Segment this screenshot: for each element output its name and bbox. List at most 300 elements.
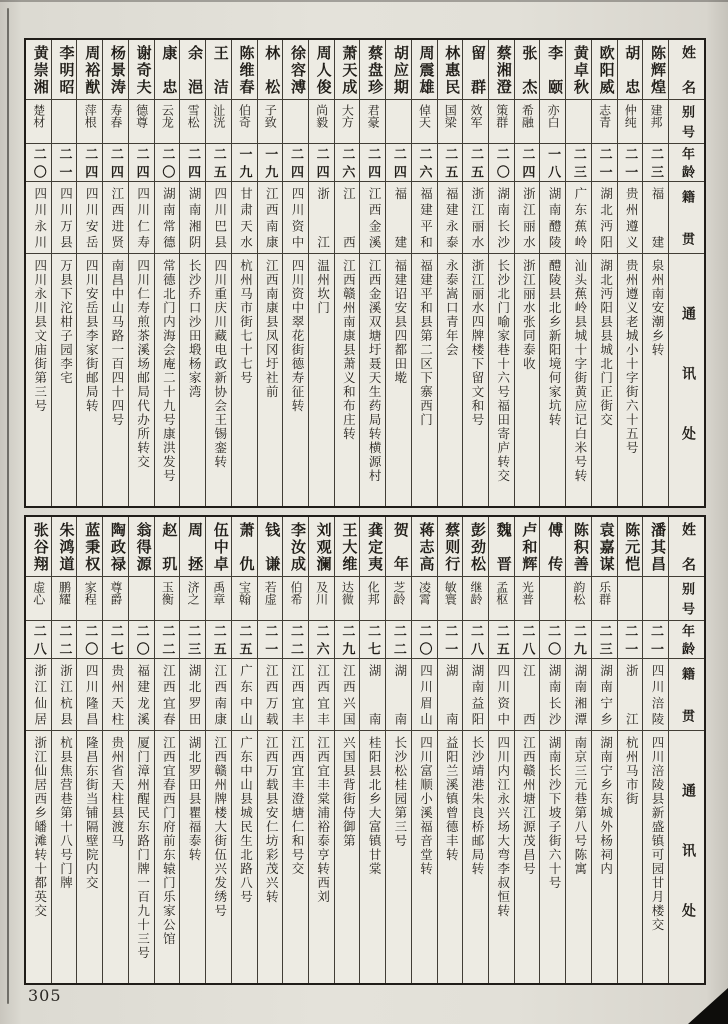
- person-native: 福建龙溪: [129, 659, 154, 731]
- person-alias: [386, 100, 411, 144]
- person-address: 江西赣州牌楼大街伍兴发绣号: [212, 736, 227, 918]
- person-column: [565, 517, 591, 983]
- person-column: [205, 517, 231, 983]
- person-address: 厦门漳州醒民东路门牌一百九十三号: [135, 736, 150, 960]
- person-age: 二一: [438, 621, 463, 659]
- scan-edge-artifact-top: [0, 0, 728, 2]
- roster-table-top: [24, 38, 706, 508]
- person-alias: 国梁: [438, 100, 463, 144]
- person-name: 周震雄: [412, 40, 437, 100]
- person-age: 二一: [643, 621, 668, 659]
- person-column: [231, 517, 257, 983]
- person-address: 长沙北门喻家巷十六号福田寄庐转交: [495, 259, 510, 483]
- person-column: [308, 517, 334, 983]
- person-address: 醴陵县北乡新阳境何家坑转: [547, 259, 562, 427]
- person-alias: 尚毅: [309, 100, 334, 144]
- person-column: [51, 40, 77, 506]
- person-column: [591, 40, 617, 506]
- person-address: 江西宜丰澄塘仁和号交: [289, 736, 304, 876]
- person-native: 湖南益阳: [463, 659, 488, 731]
- person-alias: 尊爵: [103, 577, 128, 621]
- person-column: [642, 40, 668, 506]
- person-address: 南京三元巷第八号陈寓: [572, 736, 587, 876]
- person-alias: 策群: [489, 100, 514, 144]
- person-alias: 乐群: [592, 577, 617, 621]
- person-name: 龚定夷: [360, 517, 385, 577]
- person-age: 二五: [206, 144, 231, 182]
- person-native: 四川资中: [489, 659, 514, 731]
- person-age: 二四: [283, 144, 308, 182]
- person-column: [385, 517, 411, 983]
- person-age: 二七: [360, 621, 385, 659]
- person-name: 钱谦: [258, 517, 283, 577]
- person-native: 四川安岳: [77, 182, 102, 254]
- person-age: 二二: [386, 621, 411, 659]
- person-native: 湖南醴陵: [540, 182, 565, 254]
- person-age: 二八: [463, 621, 488, 659]
- person-address: 贵州遵义老城小十字街六十五号: [624, 259, 639, 455]
- person-native: 湖南: [438, 659, 463, 731]
- person-address: 杭州马市街七十七号: [238, 259, 253, 385]
- person-column: [617, 517, 643, 983]
- person-age: 二一: [52, 144, 77, 182]
- person-name: 陈维春: [232, 40, 257, 100]
- person-native: 四川万县: [52, 182, 77, 254]
- person-alias: 伯奇: [232, 100, 257, 144]
- person-name: 林惠民: [438, 40, 463, 100]
- person-name: 徐容溥: [283, 40, 308, 100]
- person-name: 谢奇夫: [129, 40, 154, 100]
- person-address: 南昌中山马路一百四十四号: [109, 259, 124, 427]
- person-native: 浙江: [309, 182, 334, 254]
- person-name: 陈积善: [566, 517, 591, 577]
- person-age: 二四: [309, 144, 334, 182]
- person-address: 兴国县背街侍御第: [341, 736, 356, 848]
- person-age: 二一: [258, 621, 283, 659]
- person-name: 陶政禄: [103, 517, 128, 577]
- person-age: 二四: [386, 144, 411, 182]
- person-column: [514, 517, 540, 983]
- person-column: [308, 40, 334, 506]
- person-native: 福建: [643, 182, 668, 254]
- person-age: 二四: [180, 144, 205, 182]
- person-address: 福建平和县第二区下寨西门: [418, 259, 433, 427]
- person-address: 江西南康县凤冈圩社前: [264, 259, 279, 399]
- person-name: 袁嘉谋: [592, 517, 617, 577]
- person-alias: 倬天: [412, 100, 437, 144]
- person-address: 湖北罗田县瞿福泰转: [187, 736, 202, 862]
- person-alias: 仲纯: [618, 100, 643, 144]
- person-age: 二八: [515, 621, 540, 659]
- person-alias: 子致: [258, 100, 283, 144]
- person-name: 李颐: [540, 40, 565, 100]
- person-native: 湖南长沙: [489, 182, 514, 254]
- person-address: 湖北沔阳县县城北门正街交: [598, 259, 613, 427]
- person-column: [437, 517, 463, 983]
- person-address: 长沙松桂园第三号: [392, 736, 407, 848]
- person-native: 四川涪陵: [643, 659, 668, 731]
- person-age: 二六: [412, 144, 437, 182]
- person-alias: 化邦: [360, 577, 385, 621]
- person-address: 江西万载县安仁坊彩茂兴转: [264, 736, 279, 904]
- person-column: [282, 40, 308, 506]
- person-alias: 云龙: [155, 100, 180, 144]
- person-address: 浙江丽水张同泰收: [521, 259, 536, 371]
- person-name: 伍中卓: [206, 517, 231, 577]
- person-age: 二九: [566, 621, 591, 659]
- person-alias: 凌霄: [412, 577, 437, 621]
- person-native: 湖北罗田: [180, 659, 205, 731]
- person-alias: 继龄: [463, 577, 488, 621]
- person-column: [411, 517, 437, 983]
- person-column: [179, 517, 205, 983]
- person-native: 四川巴县: [206, 182, 231, 254]
- person-address: 江西赣州塘江源茂昌号: [521, 736, 536, 876]
- person-alias: 家程: [77, 577, 102, 621]
- person-native: 甘肃天水: [232, 182, 257, 254]
- person-name: 卢和辉: [515, 517, 540, 577]
- person-age: 二〇: [129, 621, 154, 659]
- person-name: 赵玑: [155, 517, 180, 577]
- person-alias: [540, 577, 565, 621]
- person-column: [462, 40, 488, 506]
- person-address: 四川仁寿煎茶溪场邮局代办所转交: [135, 259, 150, 469]
- person-address: 益阳兰溪镇曾德丰转: [444, 736, 459, 862]
- header-alias-label: 别号: [669, 577, 704, 621]
- scan-edge-artifact-left: [7, 8, 9, 1004]
- person-address: 杭县焦营巷第十八号门牌: [58, 736, 73, 890]
- person-native: 四川资中: [283, 182, 308, 254]
- person-alias: 济之: [180, 577, 205, 621]
- person-column: [76, 517, 102, 983]
- person-name: 贺年: [386, 517, 411, 577]
- person-native: 广东中山: [232, 659, 257, 731]
- person-column: [179, 40, 205, 506]
- person-column: [102, 40, 128, 506]
- person-address: 温州坎门: [315, 259, 330, 315]
- person-name: 黄崇湘: [26, 40, 51, 100]
- person-native: 江西宜春: [155, 659, 180, 731]
- person-name: 陈辉煌: [643, 40, 668, 100]
- person-age: 二三: [592, 621, 617, 659]
- person-name: 王洁: [206, 40, 231, 100]
- person-name: 李明昭: [52, 40, 77, 100]
- person-age: 二〇: [26, 144, 51, 182]
- person-name: 黄卓秋: [566, 40, 591, 100]
- person-age: 二五: [463, 144, 488, 182]
- person-column: [257, 40, 283, 506]
- person-native: 江西万载: [258, 659, 283, 731]
- person-column: [385, 40, 411, 506]
- person-name: 康忠: [155, 40, 180, 100]
- person-name: 蓝秉权: [77, 517, 102, 577]
- person-name: 彭劲松: [463, 517, 488, 577]
- person-age: 二三: [566, 144, 591, 182]
- person-native: 四川仁寿: [129, 182, 154, 254]
- person-age: 二〇: [489, 144, 514, 182]
- person-native: 江西金溪: [360, 182, 385, 254]
- person-alias: [129, 577, 154, 621]
- person-native: 湖北沔阳: [592, 182, 617, 254]
- person-address: 四川永川县文庙街第三号: [32, 259, 47, 413]
- person-name: 周裕猷: [77, 40, 102, 100]
- person-alias: 若虚: [258, 577, 283, 621]
- person-alias: [566, 100, 591, 144]
- person-age: 二二: [283, 621, 308, 659]
- person-address: 汕头蕉岭县城十字街黄应记白米号转: [572, 259, 587, 483]
- person-native: 江西宜丰: [283, 659, 308, 731]
- person-alias: 志青: [592, 100, 617, 144]
- header-native-label: 籍贯: [669, 659, 704, 731]
- person-column: [488, 517, 514, 983]
- person-age: 二五: [206, 621, 231, 659]
- person-alias: 德尊: [129, 100, 154, 144]
- person-age: 二〇: [155, 144, 180, 182]
- person-alias: 寿春: [103, 100, 128, 144]
- person-address: 四川涪陵县新盛镇可园甘月楼交: [650, 736, 664, 932]
- person-address: 长沙靖港朱良桥邮局转: [469, 736, 484, 876]
- person-column: [514, 40, 540, 506]
- person-alias: 效军: [463, 100, 488, 144]
- person-age: 二五: [232, 621, 257, 659]
- person-name: 李汝成: [283, 517, 308, 577]
- person-name: 周人俊: [309, 40, 334, 100]
- person-age: 一八: [540, 144, 565, 182]
- person-age: 二一: [618, 621, 643, 659]
- person-name: 杨景涛: [103, 40, 128, 100]
- person-column: [539, 517, 565, 983]
- person-name: 蔡则行: [438, 517, 463, 577]
- header-address-label: 通讯处: [680, 783, 695, 917]
- person-native: 湖南湘潭: [566, 659, 591, 731]
- person-native: 福建平和: [412, 182, 437, 254]
- person-age: 二二: [52, 621, 77, 659]
- person-address: 江西赣州南康县萧义和布庄转: [341, 259, 356, 441]
- person-alias: 亦白: [540, 100, 565, 144]
- person-address: 广东中山县城民生北路八号: [238, 736, 253, 904]
- person-alias: 达微: [335, 577, 360, 621]
- person-age: 二三: [643, 144, 668, 182]
- person-alias: 希融: [515, 100, 540, 144]
- person-native: 福建永泰: [438, 182, 463, 254]
- person-column: [488, 40, 514, 506]
- person-column: [334, 40, 360, 506]
- person-native: 湖南宁乡: [592, 659, 617, 731]
- person-name: 蔡湘澄: [489, 40, 514, 100]
- person-address: 桂阳县北乡大富镇甘棠: [367, 736, 382, 876]
- person-address: 湖南宁乡东城外杨祠内: [598, 736, 613, 876]
- person-name: 潘其昌: [643, 517, 668, 577]
- person-name: 萧天成: [335, 40, 360, 100]
- person-age: 二五: [438, 144, 463, 182]
- header-address-label: 通讯处: [680, 306, 695, 440]
- person-native: 浙江丽水: [515, 182, 540, 254]
- person-name: 魏晋: [489, 517, 514, 577]
- person-name: 胡应期: [386, 40, 411, 100]
- person-address: 万县下沱柑子园李宅: [58, 259, 73, 385]
- person-alias: 君豪: [360, 100, 385, 144]
- person-alias: [618, 577, 643, 621]
- header-age-label: 年龄: [669, 144, 704, 182]
- person-name: 张谷翔: [26, 517, 51, 577]
- person-column: [26, 40, 51, 506]
- person-alias: 建邦: [643, 100, 668, 144]
- person-age: 二〇: [540, 621, 565, 659]
- person-address: 福建诏安县四都田墘: [392, 259, 407, 385]
- person-name: 周拯: [180, 517, 205, 577]
- person-alias: 敏寰: [438, 577, 463, 621]
- person-column: [642, 517, 668, 983]
- person-native: 浙江仙居: [26, 659, 51, 731]
- person-column: [102, 517, 128, 983]
- person-column: [359, 40, 385, 506]
- person-name: 陈元恺: [618, 517, 643, 577]
- person-column: [26, 517, 51, 983]
- person-native: 浙江: [618, 659, 643, 731]
- person-alias: 虚心: [26, 577, 51, 621]
- person-native: 湖南湘阴: [180, 182, 205, 254]
- person-name: 张杰: [515, 40, 540, 100]
- person-column: [539, 40, 565, 506]
- person-name: 刘观澜: [309, 517, 334, 577]
- person-age: 二八: [26, 621, 51, 659]
- person-address: 四川重庆川藏电政新协会王锡銮转: [212, 259, 227, 469]
- person-alias: 萍根: [77, 100, 102, 144]
- header-column: [668, 40, 704, 506]
- person-alias: 鹏耀: [52, 577, 77, 621]
- person-native: 江西宜丰: [309, 659, 334, 731]
- person-native: 四川隆昌: [77, 659, 102, 731]
- person-age: 二三: [180, 621, 205, 659]
- person-native: 江西: [335, 182, 360, 254]
- person-column: [591, 517, 617, 983]
- person-native: 江西南康: [258, 182, 283, 254]
- person-native: 湖南: [360, 659, 385, 731]
- person-name: 欧阳威: [592, 40, 617, 100]
- person-age: 二一: [592, 144, 617, 182]
- person-alias: 韵松: [566, 577, 591, 621]
- person-age: 二〇: [77, 621, 102, 659]
- person-native: 江西兴国: [335, 659, 360, 731]
- person-address: 江西宜春西门府前东辕门乐家公馆: [161, 736, 176, 946]
- person-name: 傅传: [540, 517, 565, 577]
- person-name: 留群: [463, 40, 488, 100]
- person-address: 四川资中翠花街德寿征转: [289, 259, 304, 413]
- person-native: 四川永川: [26, 182, 51, 254]
- person-column: [154, 40, 180, 506]
- header-alias-label: 别号: [669, 100, 704, 144]
- page-number: 305: [28, 986, 62, 1005]
- person-native: 湖南: [386, 659, 411, 731]
- person-alias: 伯希: [283, 577, 308, 621]
- person-address: 四川内江永兴场大弯李叔恒转: [495, 736, 510, 918]
- person-column: [359, 517, 385, 983]
- person-age: 二六: [335, 144, 360, 182]
- person-name: 余浥: [180, 40, 205, 100]
- person-native: 湖南常德: [155, 182, 180, 254]
- person-address: 四川安岳县李家街邮局转: [84, 259, 99, 413]
- person-age: 二〇: [412, 621, 437, 659]
- person-address: 长沙乔口沙田塅杨家湾: [187, 259, 202, 399]
- person-native: 湖南长沙: [540, 659, 565, 731]
- person-native: 江西: [515, 659, 540, 731]
- person-age: 二五: [489, 621, 514, 659]
- person-column: [282, 517, 308, 983]
- person-address: 永泰嵩口青年会: [444, 259, 459, 357]
- person-name: 蔡盘珍: [360, 40, 385, 100]
- person-alias: 芝龄: [386, 577, 411, 621]
- person-column: [411, 40, 437, 506]
- person-address: 隆昌东街当铺隔壁院内交: [84, 736, 99, 890]
- person-native: 贵州遵义: [618, 182, 643, 254]
- roster-table-bottom: [24, 515, 706, 985]
- header-age-label: 年龄: [669, 621, 704, 659]
- directory-tables: [24, 38, 706, 985]
- person-name: 翁得源: [129, 517, 154, 577]
- person-address: 浙江仙居西乡皤滩转十都英交: [32, 736, 47, 918]
- person-column: [617, 40, 643, 506]
- person-age: 二六: [309, 621, 334, 659]
- person-alias: 孟枢: [489, 577, 514, 621]
- person-alias: [643, 577, 668, 621]
- header-column: [668, 517, 704, 983]
- person-alias: 楚材: [26, 100, 51, 144]
- person-address: 江西宜丰棠浦裕泰亨转西刘: [315, 736, 330, 904]
- person-native: 广东蕉岭: [566, 182, 591, 254]
- person-name: 萧仇: [232, 517, 257, 577]
- header-native-label: 籍贯: [669, 182, 704, 254]
- person-alias: [283, 100, 308, 144]
- person-native: 江西南康: [206, 659, 231, 731]
- person-address: 湖南长沙下坡子街六十号: [547, 736, 562, 890]
- person-column: [128, 517, 154, 983]
- header-name-label: 姓名: [669, 517, 704, 577]
- person-address: 常德北门内海会庵二十九号康洪发号: [161, 259, 176, 483]
- person-address: 贵州省天柱县渡马: [109, 736, 124, 848]
- person-age: 一九: [232, 144, 257, 182]
- person-alias: 大方: [335, 100, 360, 144]
- person-age: 二四: [103, 144, 128, 182]
- scan-corner-artifact: [688, 988, 728, 1024]
- person-native: 四川眉山: [412, 659, 437, 731]
- person-address: 四川富顺小溪福音堂转: [418, 736, 433, 876]
- person-column: [231, 40, 257, 506]
- person-native: 江西进贤: [103, 182, 128, 254]
- person-column: [205, 40, 231, 506]
- person-column: [76, 40, 102, 506]
- person-column: [154, 517, 180, 983]
- person-native: 福建: [386, 182, 411, 254]
- person-column: [334, 517, 360, 983]
- person-alias: [52, 100, 77, 144]
- person-alias: 宝翰: [232, 577, 257, 621]
- person-native: 浙江丽水: [463, 182, 488, 254]
- person-age: 二九: [335, 621, 360, 659]
- person-age: 二二: [155, 621, 180, 659]
- person-age: 二四: [360, 144, 385, 182]
- person-age: 一九: [258, 144, 283, 182]
- person-alias: 雪松: [180, 100, 205, 144]
- person-native: 浙江杭县: [52, 659, 77, 731]
- person-name: 胡忠: [618, 40, 643, 100]
- person-age: 二四: [129, 144, 154, 182]
- person-column: [128, 40, 154, 506]
- person-alias: 光普: [515, 577, 540, 621]
- person-column: [437, 40, 463, 506]
- person-address: 杭州马市街: [624, 736, 639, 806]
- person-column: [462, 517, 488, 983]
- person-alias: 沚洸: [206, 100, 231, 144]
